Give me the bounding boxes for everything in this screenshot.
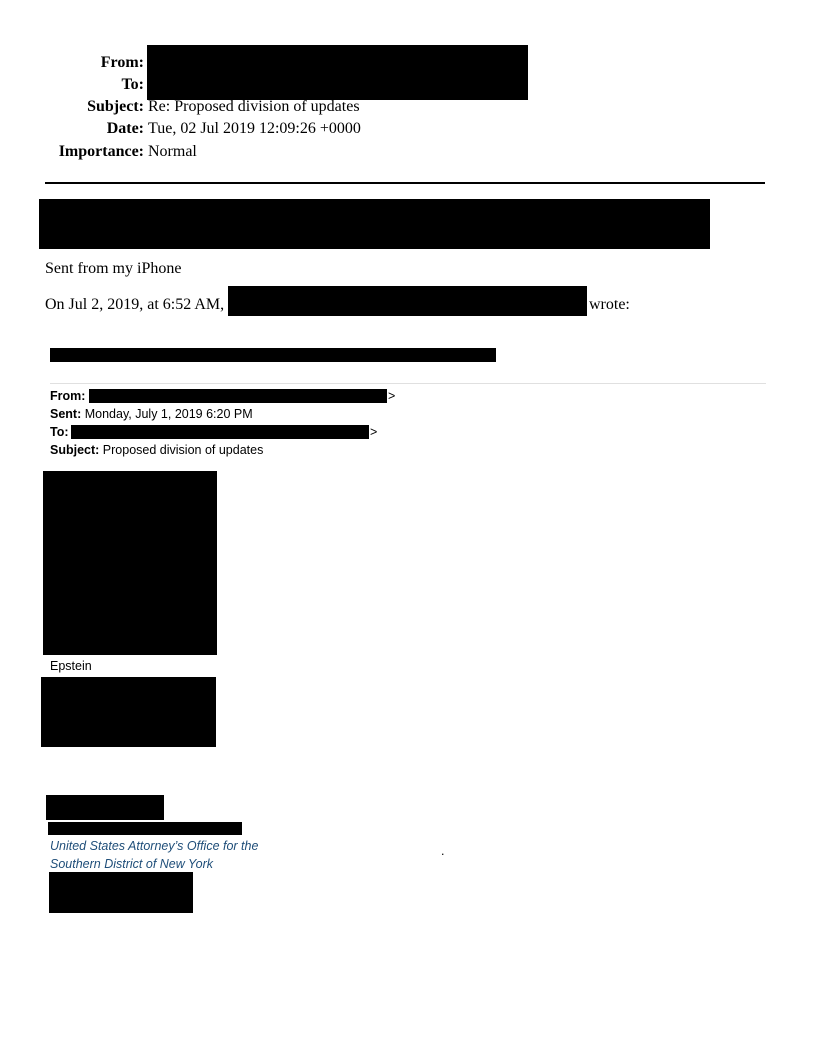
date-value: Tue, 02 Jul 2019 12:09:26 +0000 bbox=[148, 120, 361, 137]
header-divider bbox=[45, 182, 765, 184]
signature-office-line1: United States Attorney’s Office for the bbox=[50, 839, 259, 853]
date-label: Date: bbox=[106, 120, 144, 137]
stray-mark: . bbox=[441, 844, 445, 858]
to-label: To: bbox=[121, 76, 144, 93]
quoted-intro-redaction bbox=[50, 348, 496, 362]
quoted-body-word: Epstein bbox=[50, 659, 92, 673]
body-redaction bbox=[39, 199, 710, 249]
reply-prefix: On Jul 2, 2019, at 6:52 AM, bbox=[45, 296, 225, 313]
quoted-sent-row bbox=[50, 405, 253, 423]
importance-value: Normal bbox=[148, 143, 197, 160]
from-label: From: bbox=[100, 54, 144, 71]
quoted-body-redaction-2 bbox=[41, 677, 216, 747]
quoted-from-redaction bbox=[89, 389, 387, 403]
quoted-sent-value: Monday, July 1, 2019 6:20 PM bbox=[84, 407, 253, 421]
signature-title-redaction bbox=[48, 822, 242, 835]
quoted-to-suffix: > bbox=[370, 425, 378, 439]
signature-office-line2: Southern District of New York bbox=[50, 857, 214, 871]
quoted-subject-label: Subject: bbox=[50, 443, 100, 457]
quoted-from-label: From: bbox=[50, 389, 86, 403]
quoted-to-redaction bbox=[71, 425, 369, 439]
quoted-subject-value: Proposed division of updates bbox=[102, 443, 264, 457]
quoted-body-redaction-1 bbox=[43, 471, 217, 655]
quoted-to-row bbox=[50, 423, 69, 441]
from-to-redaction bbox=[147, 45, 528, 100]
reply-author-redaction bbox=[228, 286, 587, 316]
subject-label: Subject: bbox=[87, 98, 144, 115]
signature-contact-redaction bbox=[49, 872, 193, 913]
quoted-from-suffix: > bbox=[388, 389, 396, 403]
quoted-to-label: To: bbox=[50, 425, 69, 439]
quoted-sent-label: Sent: bbox=[50, 407, 82, 421]
subject-value: Re: Proposed division of updates bbox=[148, 98, 360, 115]
quoted-subject-row bbox=[50, 441, 263, 459]
importance-label: Importance: bbox=[58, 143, 144, 160]
reply-suffix: wrote: bbox=[589, 296, 630, 313]
quoted-from-row bbox=[50, 387, 85, 405]
sent-from-line: Sent from my iPhone bbox=[45, 260, 182, 277]
quoted-divider bbox=[50, 383, 766, 384]
signature-name-redaction bbox=[46, 795, 164, 820]
